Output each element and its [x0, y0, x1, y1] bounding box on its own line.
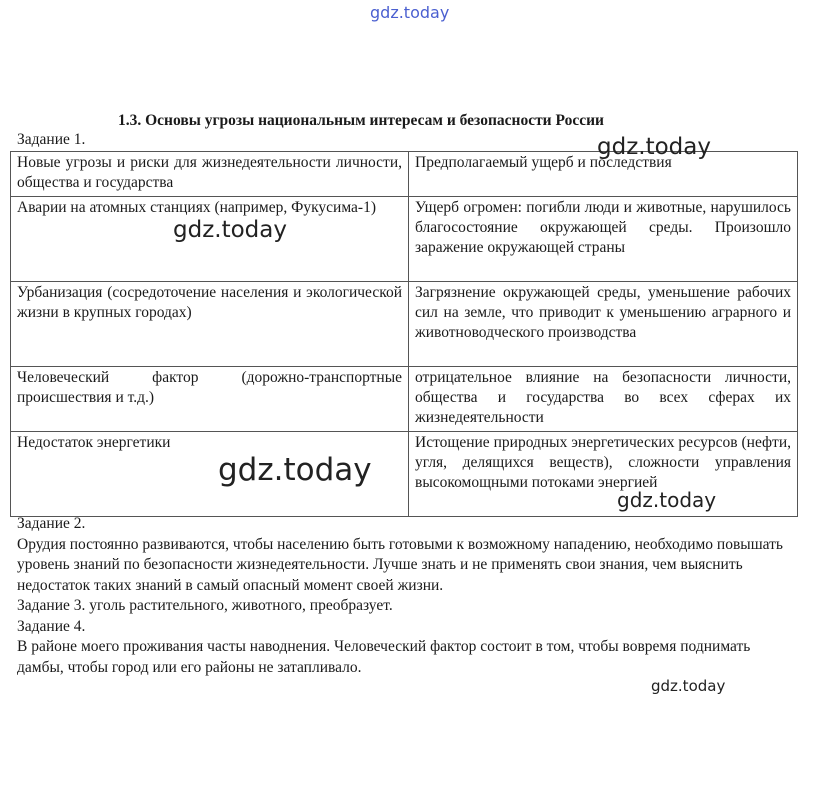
task1-label: Задание 1.	[17, 131, 86, 148]
table-row	[11, 367, 798, 432]
table-row	[11, 197, 798, 282]
watermark: gdz.today	[651, 677, 726, 695]
watermark: gdz.today	[218, 452, 372, 488]
damage-cell: Загрязнение окружающей среды, уменьшение рабочих сил на земле, что приводит к уменьшению аграрного и животноводческого производства	[409, 282, 798, 367]
table-row	[11, 282, 798, 367]
task2-label: Задание 2.	[17, 515, 86, 532]
watermark: gdz.today	[597, 134, 711, 160]
answers-body	[17, 514, 787, 678]
task4-label: Задание 4.	[17, 617, 86, 635]
watermark: gdz.today	[617, 488, 717, 512]
header-damage: Предполагаемый ущерб и последствия	[409, 152, 798, 197]
watermark: gdz.today	[173, 217, 287, 243]
task2-text: Орудия постоянно развиваются, чтобы населению быть готовыми к возможному нападению, необходимо повышать уровень знаний по безопасности жизнедеятельности. Лучше знать и не применять свои знания, чем выяснить недостаток таких знаний в самый опасный момент своей жизни.	[17, 535, 783, 594]
threat-cell: Урбанизация (сосредоточение населения и экологической жизни в крупных городах)	[11, 282, 409, 367]
header-threats: Новые угрозы и риски для жизнедеятельности личности, общества и государства	[11, 152, 409, 197]
damage-cell: Ущерб огромен: погибли люди и животные, нарушилось благосостояние окружающей среды. Произошло заражение окружающей страны	[409, 197, 798, 282]
watermark-top: gdz.today	[370, 3, 450, 22]
section-title: 1.3. Основы угрозы национальным интересам и безопасности России	[118, 112, 604, 129]
damage-cell: отрицательное влияние на безопасности личности, общества и государства во всех сферах их жизнедеятельности	[409, 367, 798, 432]
task4-text: В районе моего проживания часты наводнения. Человеческий фактор состоит в том, чтобы вовремя поднимать дамбы, чтобы город или его районы не затапливало.	[17, 638, 751, 676]
task3-text: Задание 3. уголь растительного, животного, преобразует.	[17, 597, 393, 614]
threat-cell: Человеческий фактор (дорожно-транспортные происшествия и т.д.)	[11, 367, 409, 432]
damage-cell: Истощение природных энергетических ресурсов (нефти, угля, делящихся веществ), сложности управления высокомощными потоками энергией	[409, 432, 798, 517]
threat-cell: Аварии на атомных станциях (например, Фукусима-1)	[11, 197, 409, 282]
threat-cell: Недостаток энергетики	[11, 432, 409, 517]
threats-table	[10, 151, 798, 517]
